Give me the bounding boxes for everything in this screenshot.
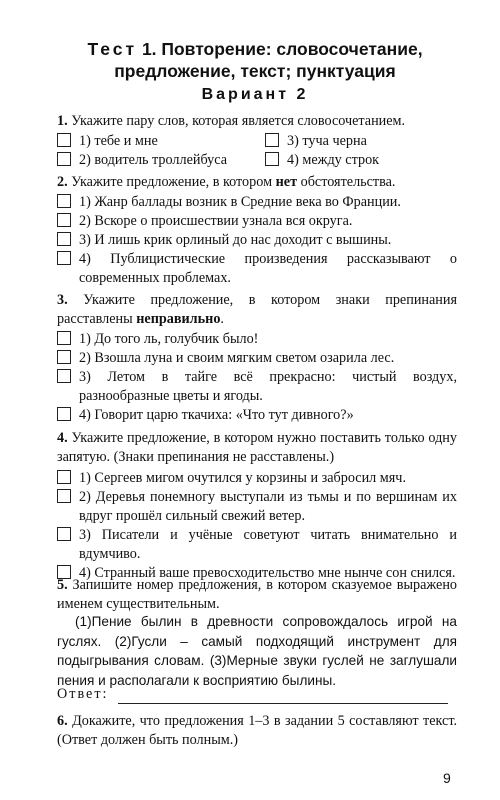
variant-heading: Вариант 2: [201, 86, 309, 103]
checkbox[interactable]: [57, 133, 71, 147]
title-line-2: предложение, текст; пунктуация: [114, 61, 396, 81]
question-1-text: Укажите пару слов, которая является словосочетанием.: [71, 113, 406, 129]
question-6: 6. Докажите, что предложения 1–3 в задании 5 составляют текст. (Ответ должен быть полным.): [57, 713, 458, 748]
checkbox[interactable]: [57, 369, 71, 383]
checkbox[interactable]: [57, 251, 71, 265]
checkbox[interactable]: [57, 527, 71, 541]
title-line-1: 1. Повторение: словосочетание,: [141, 39, 423, 59]
page-number: 9: [443, 770, 451, 786]
checkbox[interactable]: [57, 489, 71, 503]
checkbox[interactable]: [57, 194, 71, 208]
question-1: 1. Укажите пару слов, которая является словосочетанием.: [57, 113, 406, 129]
checkbox[interactable]: [57, 232, 71, 246]
worksheet-page: Тест 1. Повторение: словосочетание, предложение, текст; пунктуация Вариант 2 1. Укажите пару слов, которая является словосочетанием. 1) тебе и мне 3) туча черна 2) водитель троллейбуса 4) между строк 2. Укажите предложение, в котором нет обстоятельства. 1) Жанр баллады возник в Средние века во Франции. 2) Вскоре о происшествии узнала вся округа. 3) И лишь крик орлиный до нас доходит с вышины. 4) Публицистические произведения рассказывают о современных проблемах. 3. Укажите предложение, в котором знаки препинания расставлены неправильно. 1) До того ль, голубчик было! 2) Взошла луна и своим мягким светом озарила лес. 3) Летом в тайге всё прекрасно: чистый воздух, разнообразные цветы и ягоды. 4) Говорит царю ткачиха: «Что тут дивного?» 4. Укажите предложение, в котором нужно поставить только одну запятую. (Знаки препинания не расставлены.) 1) Сергеев мигом очутился у корзины и забросил мяч. 2) Деревья понемногу выступали из тьмы и по вершинам их вдруг прошёл сильный свежий ветер. 3) Писатели и учёные советуют читать внимательно и вдумчиво. 4) Странный ваше превосходительство мне нынче сон снился. 5. Запишите номер предложения, в котором сказуемое выражено именем существительным. (1)Пение былин в древности сопровождалось игрой на гуслях. (2)Гусли – самый подходящий инструмент для подыгрывания словам. (3)Мерные звуки гуслей не заглушали пения и располагали к восприятию былины. Ответ: 6. Докажите, что предложения 1–3 в задании 5 составляют текст. (Ответ должен быть полным.) 9: [0, 0, 500, 800]
checkbox[interactable]: [57, 152, 71, 166]
title-word: Тест: [87, 39, 138, 59]
checkbox[interactable]: [57, 331, 71, 345]
checkbox[interactable]: [265, 152, 279, 166]
answer-line[interactable]: [118, 703, 448, 704]
checkbox[interactable]: [57, 213, 71, 227]
question-4-text: Укажите предложение, в котором нужно поставить только одну запятую. (Знаки препинания не расставлены.): [57, 430, 457, 465]
checkbox[interactable]: [57, 470, 71, 484]
question-5-text: Запишите номер предложения, в котором сказуемое выражено именем существительным.: [57, 577, 458, 612]
question-4: 4. Укажите предложение, в котором нужно поставить только одну запятую. (Знаки препинания не расставлены.): [57, 430, 457, 465]
page-title: [40, 38, 470, 82]
question-2: 2. Укажите предложение, в котором нет обстоятельства.: [57, 174, 396, 190]
checkbox[interactable]: [57, 350, 71, 364]
question-3: 3. Укажите предложение, в котором знаки препинания расставлены неправильно.: [57, 292, 458, 327]
checkbox[interactable]: [265, 133, 279, 147]
answer-label: Ответ:: [57, 686, 109, 702]
checkbox[interactable]: [57, 407, 71, 421]
q5-passage: (1)Пение былин в древности сопровождалось игрой на гуслях. (2)Гусли – самый подходящий инструмент для подыгрывания словам. (3)Мерные звуки гуслей не заглушали пения и располагали к восприятию былины.: [57, 614, 457, 688]
question-6-text: Докажите, что предложения 1–3 в задании 5 составляют текст. (Ответ должен быть полным.): [57, 713, 458, 748]
question-5: 5. Запишите номер предложения, в котором сказуемое выражено именем существительным.: [57, 577, 458, 612]
